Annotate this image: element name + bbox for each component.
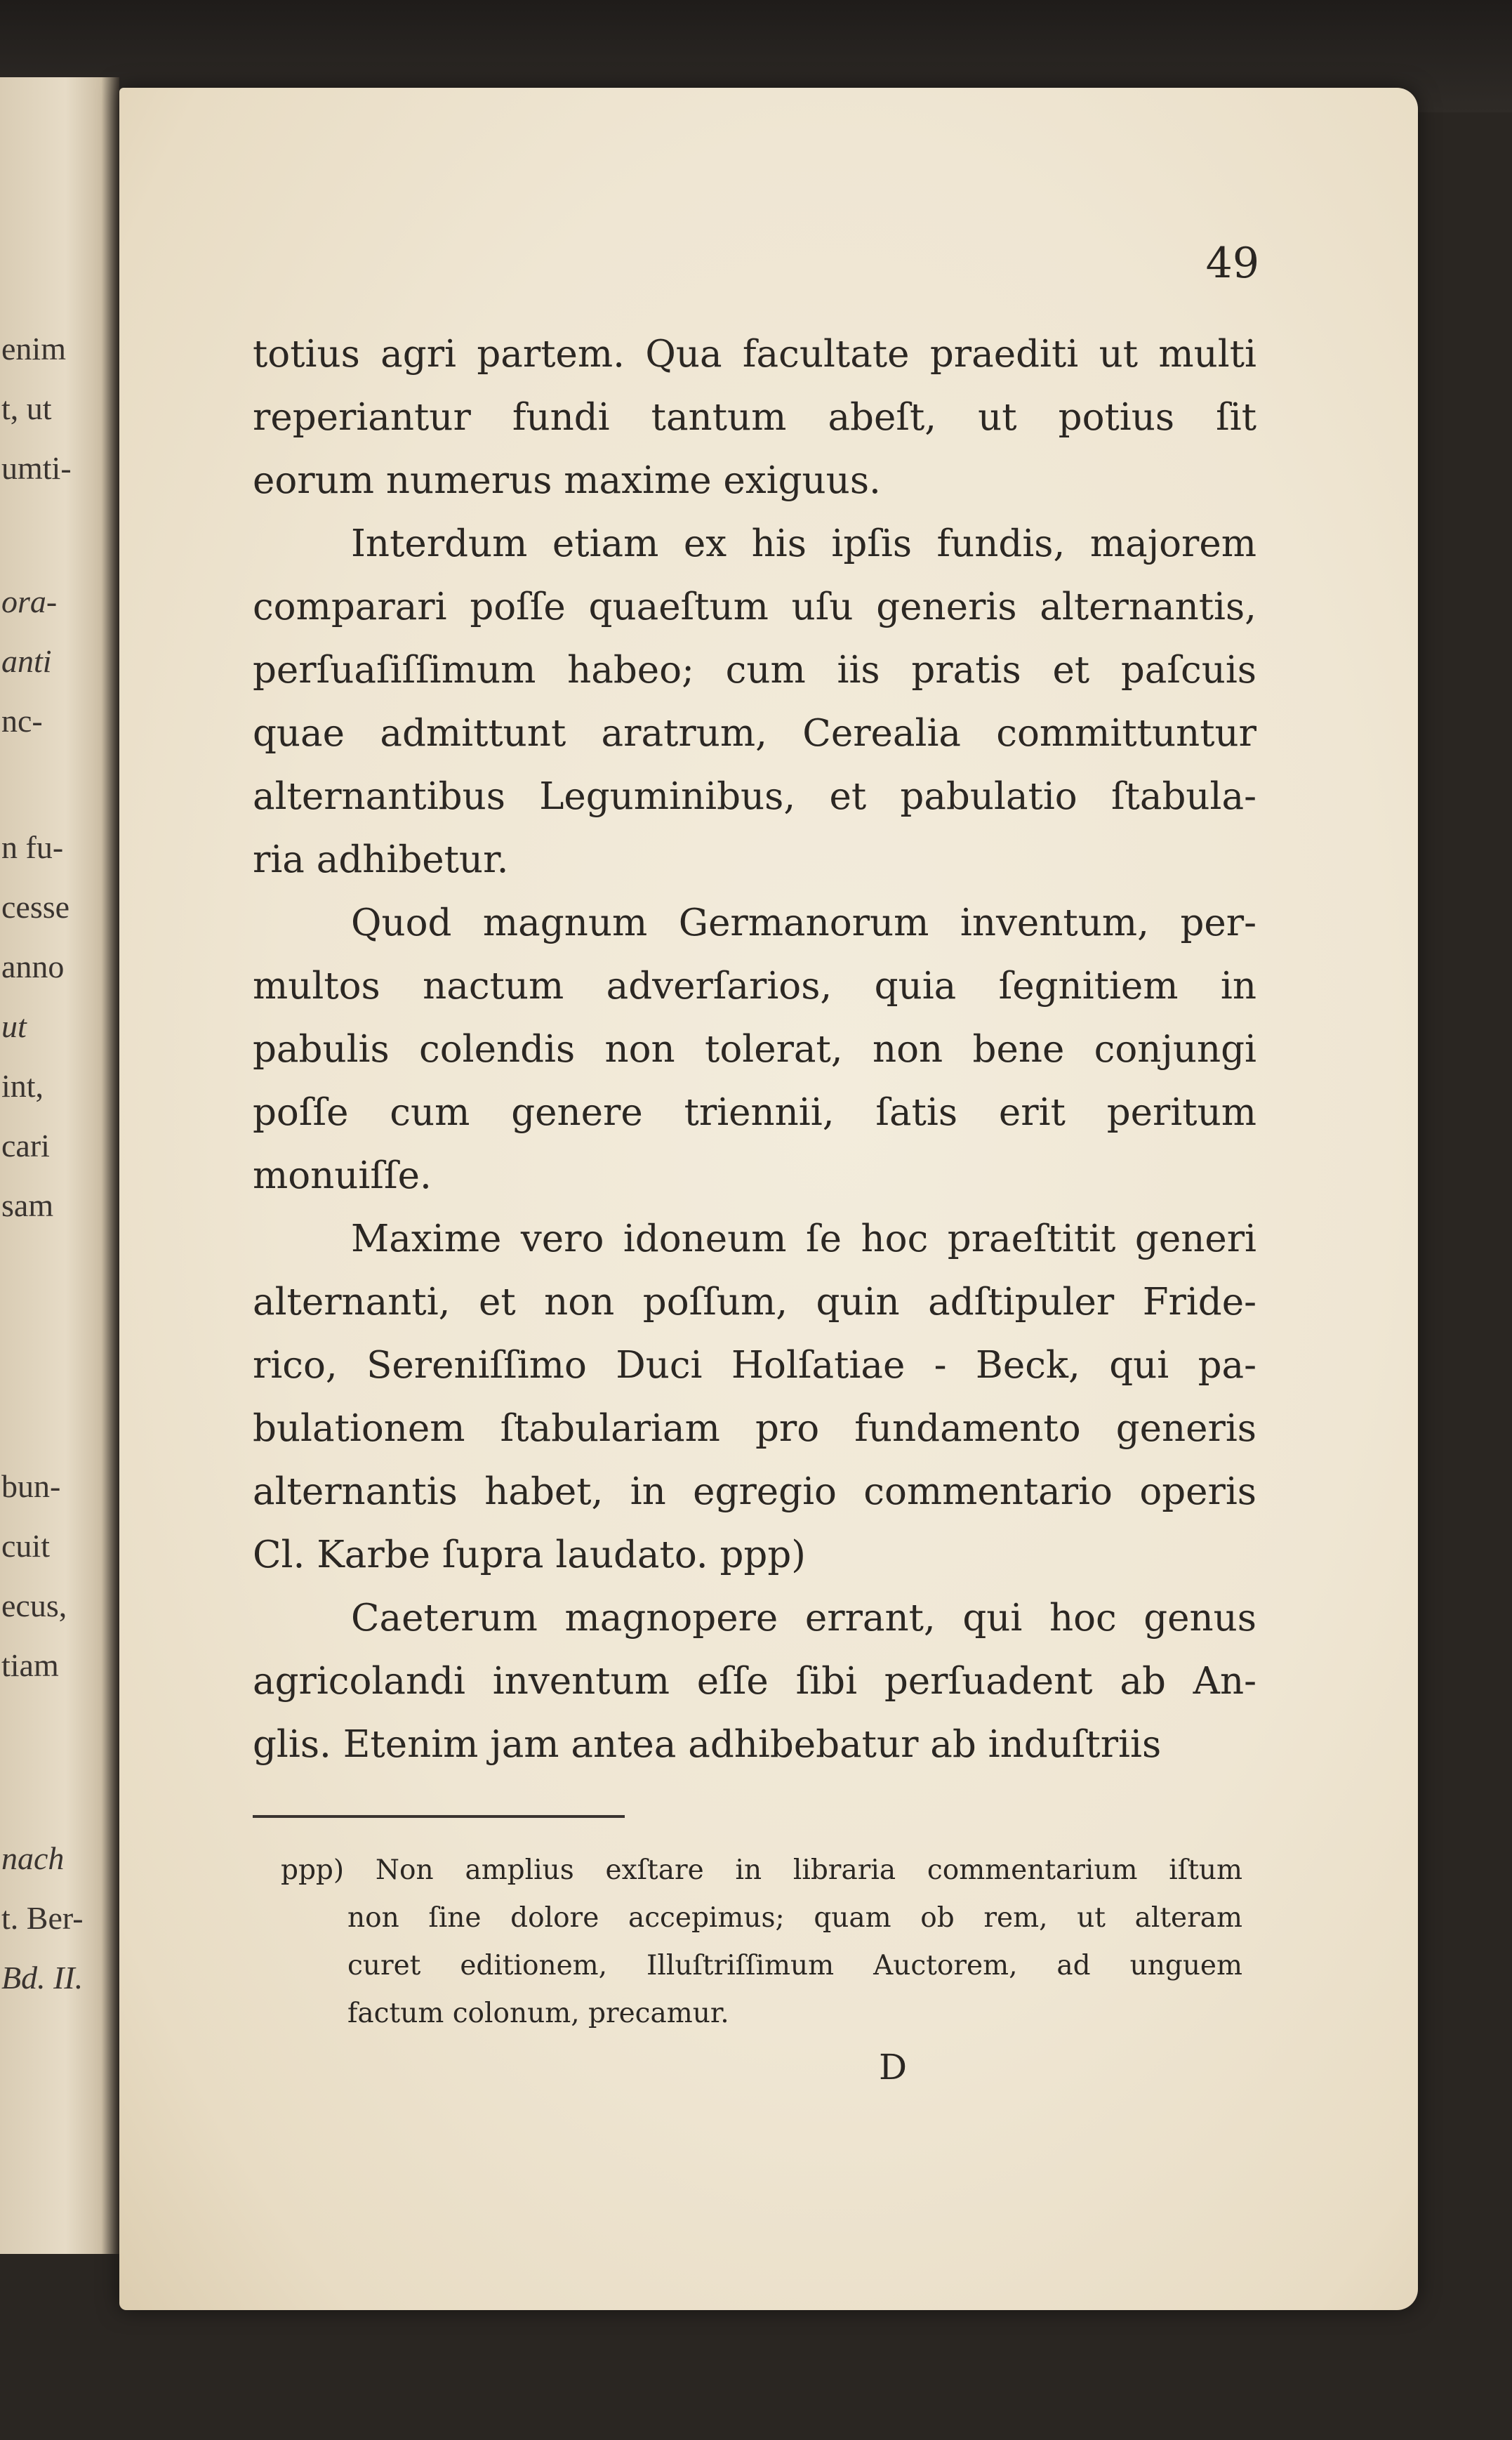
text-line: pabulis colendis non tolerat, non bene conjungi	[253, 1028, 1256, 1071]
text-line: comparari poſſe quaeſtum uſu generis alternantis,	[253, 586, 1256, 628]
left-margin-fragment: cari	[1, 1128, 50, 1163]
page-number: 49	[1205, 239, 1259, 288]
left-margin-fragment: cesse	[1, 889, 70, 925]
text-line: totius agri partem. Qua facultate praediti ut multi	[253, 333, 1256, 376]
left-margin-fragment: ecus,	[1, 1588, 67, 1623]
text-line: ria adhibetur.	[253, 838, 509, 881]
left-margin-fragment: nach	[1, 1840, 65, 1876]
text-line: rico, Sereniſſimo Duci Holſatiae - Beck, qui pa-	[253, 1344, 1256, 1387]
left-margin-fragment: nc-	[1, 703, 43, 739]
left-margin-fragment: umti-	[1, 450, 72, 486]
text-line: perſuaſiſſimum habeo; cum iis pratis et paſcuis	[253, 649, 1256, 692]
footnote-line: ppp) Non amplius exſtare in libraria commentarium iſtum	[281, 1854, 1242, 1886]
text-line: monuiſſe.	[253, 1154, 432, 1197]
text-line: alternantibus Leguminibus, et pabulatio ſtabula-	[253, 775, 1256, 818]
left-margin-fragment: sam	[1, 1187, 54, 1223]
text-line: bulationem ſtabulariam pro fundamento generis	[253, 1407, 1256, 1450]
text-line: multos nactum adverſarios, quia ſegnitiem in	[253, 965, 1256, 1008]
left-margin-fragment: int,	[1, 1068, 44, 1104]
left-margin-fragment: ut	[1, 1008, 27, 1044]
text-line: Maxime vero idoneum ſe hoc praeſtitit generi	[351, 1218, 1256, 1260]
signature-mark: D	[879, 2047, 908, 2088]
left-margin-fragment: Bd. II.	[1, 1960, 84, 1996]
left-margin-fragment: tiam	[1, 1647, 59, 1683]
text-line: alternanti, et non poſſum, quin adſtipuler Fride-	[253, 1281, 1256, 1324]
left-margin-fragment: anti	[1, 643, 52, 679]
text-line: alternantis habet, in egregio commentario operis	[253, 1470, 1256, 1513]
body-text	[253, 323, 1256, 1776]
text-line: glis. Etenim jam antea adhibebatur ab induſtriis	[253, 1723, 1162, 1766]
left-margin-fragment: t, ut	[1, 390, 52, 426]
text-line: eorum numerus maxime exiguus.	[253, 459, 881, 502]
footnote-line: factum colonum, precamur.	[347, 1998, 729, 2029]
text-line: Quod magnum Germanorum inventum, per-	[351, 902, 1256, 944]
text-line: quae admittunt aratrum, Cerealia committuntur	[253, 712, 1256, 755]
footnote-rule	[253, 1815, 625, 1818]
footnote-line: curet editionem, Illuſtriſſimum Auctorem, ad unguem	[347, 1950, 1242, 1981]
left-page-edge	[0, 77, 119, 2254]
text-line: Caeterum magnopere errant, qui hoc genus	[351, 1597, 1256, 1640]
text-line: Interdum etiam ex his ipſis fundis, majorem	[351, 522, 1256, 565]
footnotes	[281, 1847, 1242, 2038]
left-margin-fragment: t. Ber-	[1, 1900, 84, 1936]
left-margin-fragment: n fu-	[1, 829, 64, 865]
text-line: poſſe cum genere triennii, ſatis erit peritum	[253, 1091, 1256, 1134]
left-margin-fragment: enim	[1, 331, 66, 367]
left-margin-fragment: cuit	[1, 1528, 50, 1564]
left-margin-fragment: bun-	[1, 1468, 61, 1504]
left-margin-fragment: ora-	[1, 583, 58, 619]
footnote-line: non ſine dolore accepimus; quam ob rem, ut alteram	[347, 1902, 1242, 1934]
text-line: Cl. Karbe ſupra laudato. ppp)	[253, 1534, 806, 1576]
text-line: agricolandi inventum eſſe ſibi perſuadent ab An-	[253, 1660, 1256, 1703]
left-margin-fragment: anno	[1, 949, 65, 984]
text-line: reperiantur fundi tantum abeſt, ut potius ſit	[253, 396, 1256, 439]
